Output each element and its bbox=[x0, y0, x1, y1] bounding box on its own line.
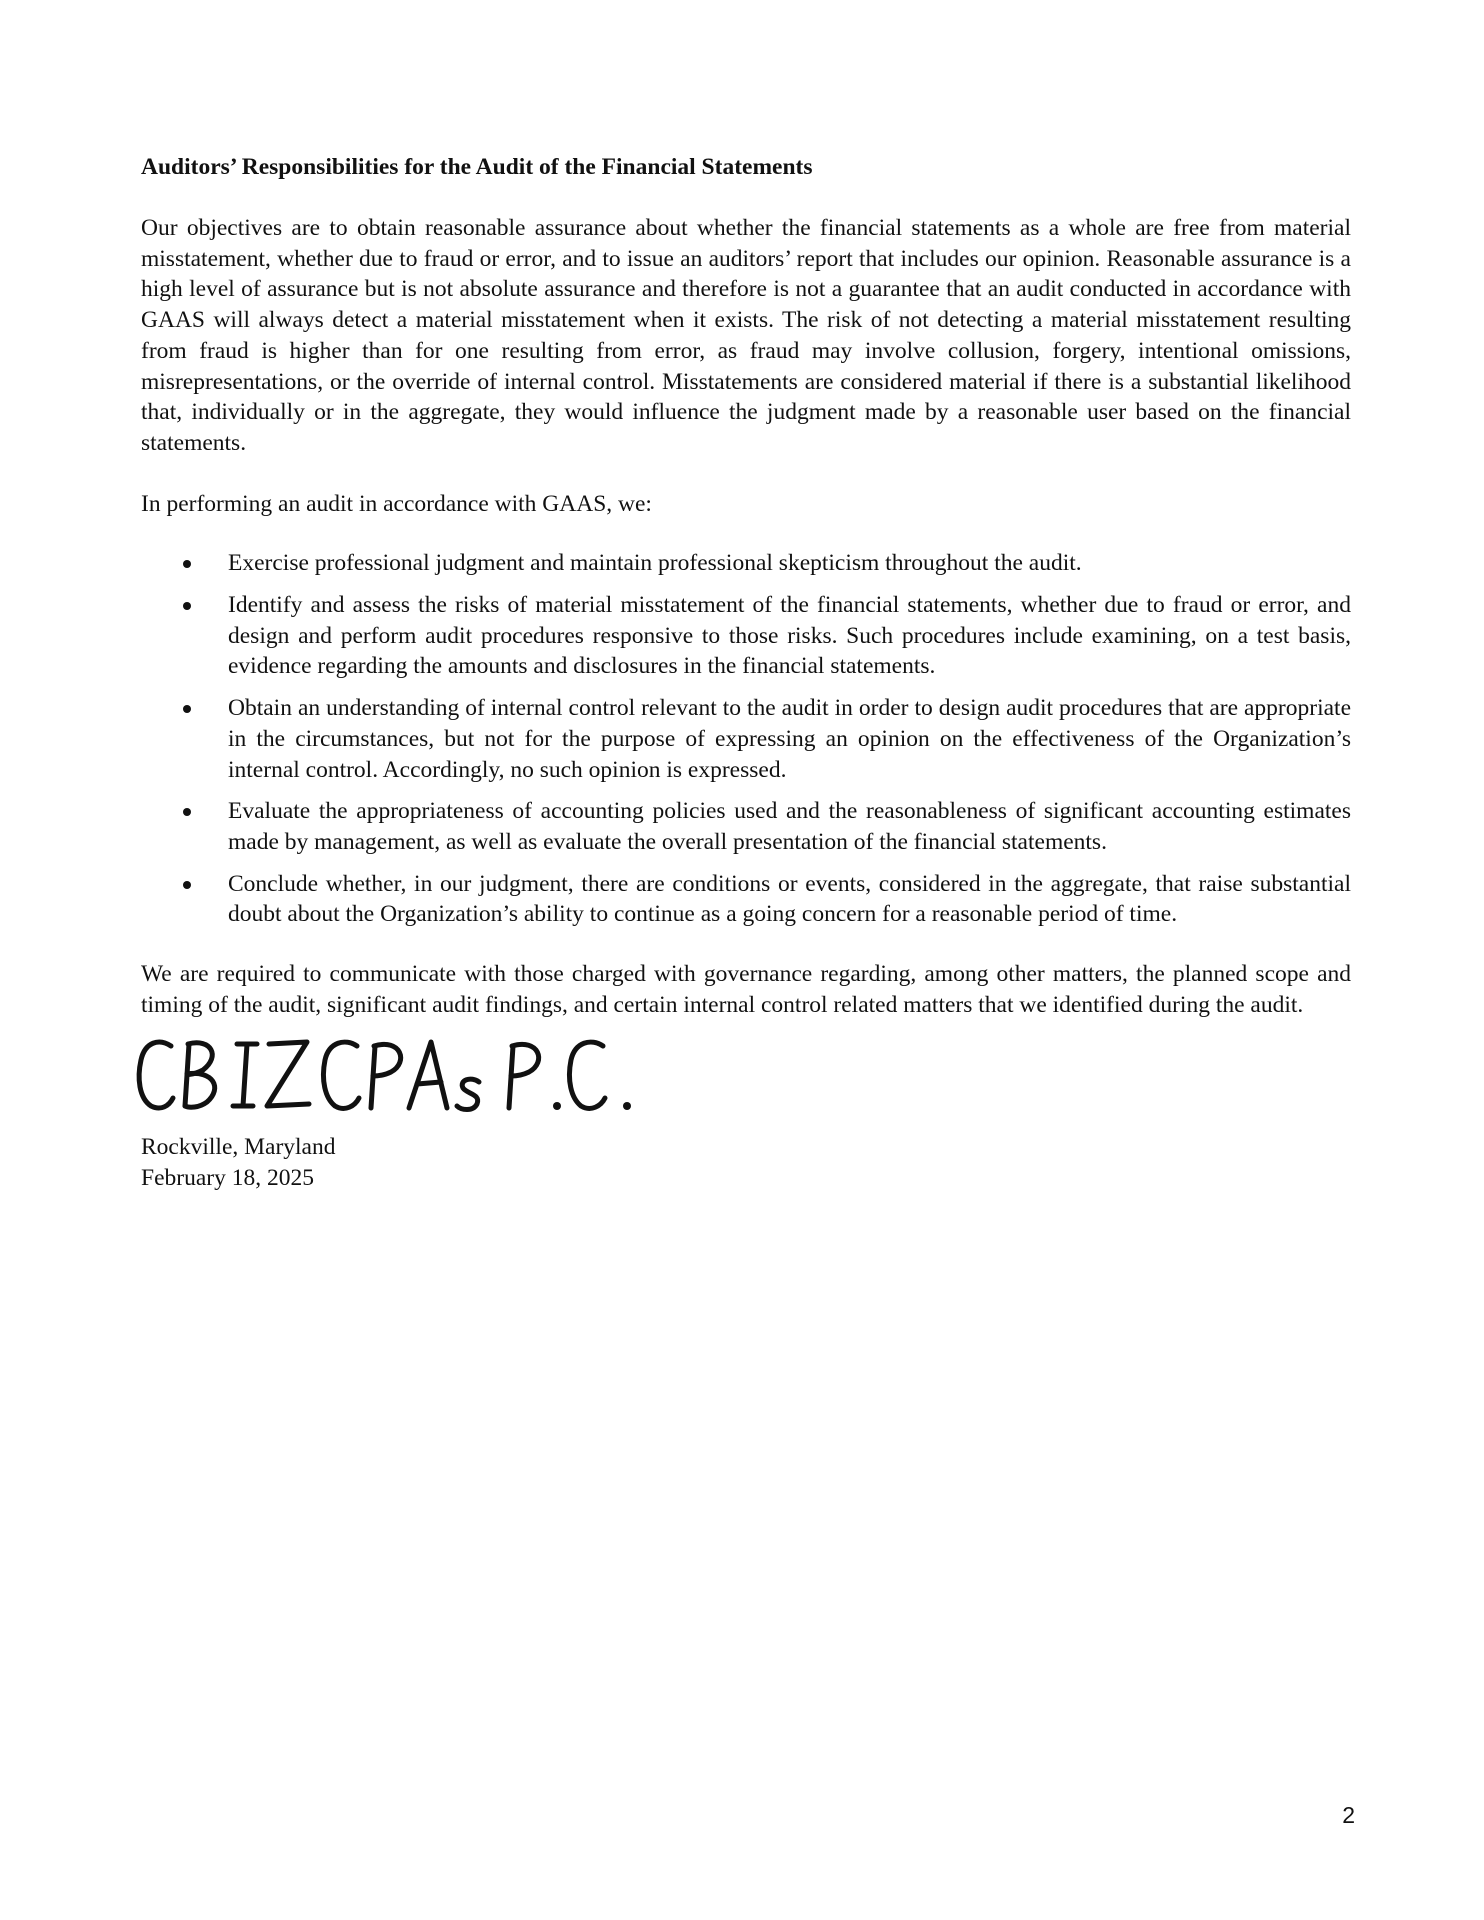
objectives-paragraph: Our objectives are to obtain reasonable assurance about whether the financial statements as a whole are free from material misstatement, whether due to fraud or error, and to issue an auditors’ report that includes our opinion. Reasonable assurance is a high level of assurance but is not absolute assurance and therefore is not a guarantee that an audit conducted in accordance with GAAS will always detect a material misstatement when it exists. The risk of not detecting a material misstatement resulting from fraud is higher than for one resulting from error, as fraud may involve collusion, forgery, intentional omissions, misrepresentations, or the override of internal control. Misstatements are considered material if there is a substantial likelihood that, individually or in the aggregate, they would influence the judgment made by a reasonable user based on the financial statements. bbox=[141, 215, 1351, 456]
page-number: 2 bbox=[1342, 1802, 1355, 1828]
list-item-text: Identify and assess the risks of material misstatement of the financial statements, whether due to fraud or error, and design and perform audit procedures responsive to those risks. Such procedures include examining, on a test basis, evidence regarding the amounts and disclosures in the financial statements. bbox=[228, 592, 1351, 680]
signature-date: February 18, 2025 bbox=[141, 1165, 314, 1192]
list-item-text: Obtain an understanding of internal control relevant to the audit in order to design audit procedures that are appropriate in the circumstances, but not for the purpose of expressing an opinion on the effectiveness of the Organization’s internal control. Accordingly, no such opinion is expressed. bbox=[228, 695, 1351, 783]
signature-location: Rockville, Maryland bbox=[141, 1134, 336, 1161]
bullet-icon bbox=[183, 881, 191, 889]
firm-signature bbox=[129, 1026, 689, 1122]
list-item-text: Evaluate the appropriateness of accounting policies used and the reasonableness of significant accounting estimates made by management, as well as evaluate the overall presentation of the financial statements. bbox=[228, 798, 1351, 855]
procedures-list bbox=[141, 548, 1351, 930]
document-body bbox=[141, 152, 1351, 1194]
intro-paragraph: In performing an audit in accordance with GAAS, we: bbox=[141, 490, 652, 517]
list-item bbox=[141, 548, 1351, 579]
bullet-icon bbox=[183, 602, 191, 610]
bullet-icon bbox=[183, 808, 191, 816]
section-heading: Auditors’ Responsibilities for the Audit of the Financial Statements bbox=[141, 154, 813, 180]
list-item bbox=[141, 796, 1351, 857]
list-item bbox=[141, 869, 1351, 930]
list-item-text: Conclude whether, in our judgment, there are conditions or events, considered in the aggregate, that raise substantial doubt about the Organization’s ability to continue as a going concern for a reasonable period of time. bbox=[228, 870, 1351, 928]
bullet-icon bbox=[183, 705, 191, 713]
bullet-icon bbox=[183, 560, 191, 568]
list-item bbox=[141, 693, 1351, 785]
governance-paragraph: We are required to communicate with those charged with governance regarding, among other matters, the planned scope and timing of the audit, significant audit findings, and certain internal control related matters that we identified during the audit. bbox=[141, 961, 1351, 1018]
list-item-text: Exercise professional judgment and maintain professional skepticism throughout the audit. bbox=[228, 550, 1082, 577]
list-item bbox=[141, 590, 1351, 682]
